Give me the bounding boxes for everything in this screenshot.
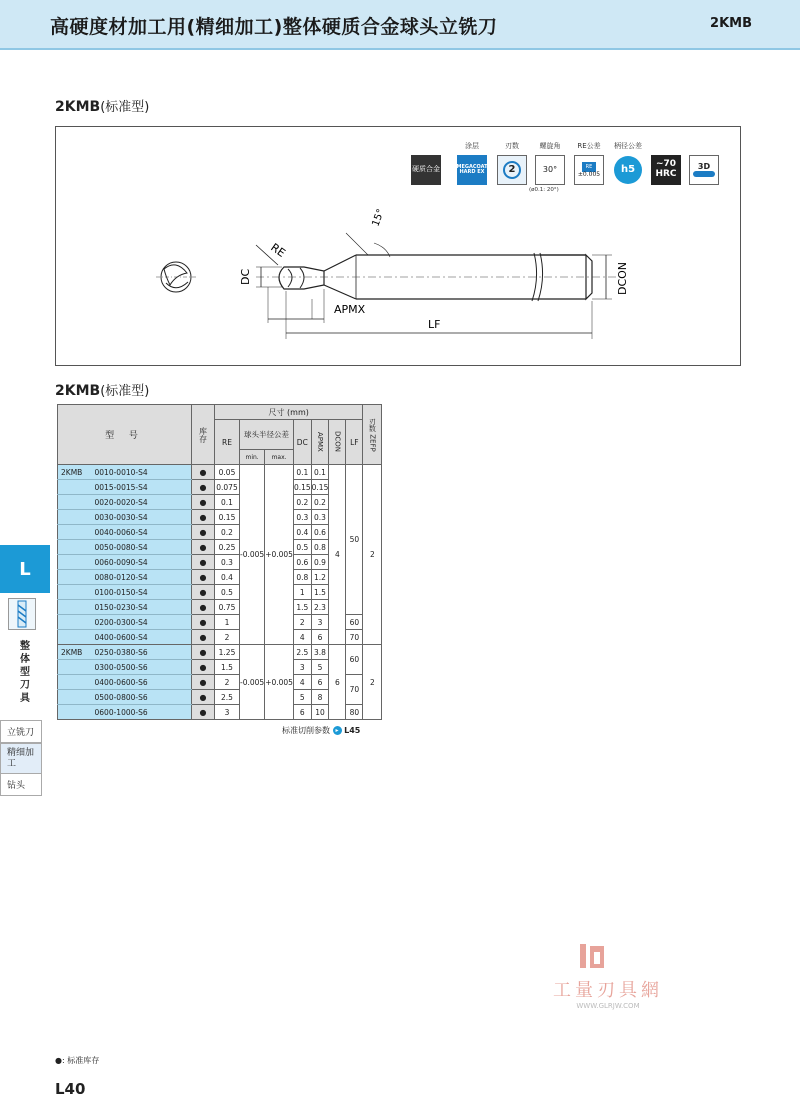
re-tol-icon: RE [582,162,596,172]
spec-table [57,404,382,720]
dc-cell: 2 [293,615,311,630]
watermark [538,940,678,1020]
flutes-value: 2 [503,161,521,179]
model-code: 0015-0015-S4 [92,480,192,495]
dc-cell: 0.15 [293,480,311,495]
angle-label: 15° [370,207,387,229]
stock-mark: ● [192,615,215,630]
col-re: RE [215,420,240,465]
re-cell: 0.3 [215,555,240,570]
re-tol-value: ±0.005 [577,170,601,178]
apmx-cell: 6 [311,630,329,645]
dc-cell: 6 [293,705,311,720]
apmx-cell: 1.5 [311,585,329,600]
dc-cell: 5 [293,690,311,705]
dc-cell: 0.5 [293,540,311,555]
lf-cell: 60 [346,645,363,675]
lf-cell: 70 [346,630,363,645]
section-title-drawing [55,96,149,115]
model-code: 0100-0150-S4 [92,585,192,600]
page-title: 高硬度材加工用(精细加工)整体硬质合金球头立铣刀 [50,16,498,38]
stock-mark: ● [192,645,215,660]
section-code: 2KMB [55,383,101,399]
col-ball-tol: 球头半径公差 [240,420,294,450]
col-dcon: DCON [329,420,346,465]
apmx-cell: 5 [311,660,329,675]
stock-mark: ● [192,510,215,525]
section-title-table [55,380,149,399]
dc-cell: 0.3 [293,510,311,525]
stock-mark: ● [192,690,215,705]
col-min: min. [240,450,265,465]
apmx-cell: 10 [311,705,329,720]
end-view-icon [156,262,196,292]
lf-cell: 80 [346,705,363,720]
re-cell: 0.4 [215,570,240,585]
apmx-label: APMX [334,303,366,316]
dc-cell: 0.8 [293,570,311,585]
dc-cell: 0.1 [293,465,311,480]
model-code: 0050-0080-S4 [92,540,192,555]
col-lf: LF [346,420,363,465]
model-code: 0200-0300-S4 [92,615,192,630]
re-cell: 0.25 [215,540,240,555]
apmx-cell: 3 [311,615,329,630]
dc-cell: 2.5 [293,645,311,660]
stock-mark: ● [192,540,215,555]
apmx-cell: 0.9 [311,555,329,570]
col-apmx: APMX [311,420,329,465]
flutes-label: 刃数 [505,142,519,150]
re-cell: 2.5 [215,690,240,705]
tol-min-cell: -0.005 [240,645,265,720]
helix-label: 螺旋角 [539,142,561,150]
zefp-cell: 2 [363,645,382,720]
watermark-url: WWW.GLRJW.COM [576,1002,640,1010]
apmx-cell: 1.2 [311,570,329,585]
model-code: 0300-0500-S6 [92,660,192,675]
apmx-cell: 3.8 [311,645,329,660]
stock-mark: ● [192,660,215,675]
col-dc: DC [293,420,311,465]
table-row [58,645,382,660]
endmill-icon [8,598,36,630]
re-cell: 2 [215,675,240,690]
model-code: 0060-0090-S4 [92,555,192,570]
material-badge: 硬质合金 [411,155,441,185]
helix-note: (ø0.1: 20°) [529,187,559,193]
stock-mark: ● [192,480,215,495]
re-cell: 2 [215,630,240,645]
lf-cell: 60 [346,615,363,630]
model-code: 0010-0010-S4 [92,465,192,480]
shank-tol-label: 柄径公差 [614,142,642,150]
model-code: 0150-0230-S4 [92,600,192,615]
dc-label: DC [239,268,252,285]
stock-mark: ● [192,675,215,690]
table-row [58,465,382,480]
tol-max-cell: +0.005 [265,465,294,645]
re-cell: 0.1 [215,495,240,510]
dc-cell: 3 [293,660,311,675]
apmx-cell: 0.6 [311,525,329,540]
model-code: 0400-0600-S4 [92,630,192,645]
side-tab-drill[interactable]: 钻头 [0,773,42,796]
model-code: 0600-1000-S6 [92,705,192,720]
stock-mark: ● [192,495,215,510]
apmx-cell: 2.3 [311,600,329,615]
model-code: 0080-0120-S4 [92,570,192,585]
dc-cell: 1.5 [293,600,311,615]
col-dims: 尺寸 (mm) [215,405,363,420]
cutting-params-ref[interactable] [282,725,360,736]
re-cell: 0.75 [215,600,240,615]
stock-mark: ● [192,630,215,645]
model-code: 0030-0030-S4 [92,510,192,525]
tool-body [256,253,616,301]
arrow-right-icon: ▸ [333,726,342,735]
model-code: 0400-0600-S6 [92,675,192,690]
stock-mark: ● [192,570,215,585]
spec-table-wrap [57,404,382,720]
helix-value: 30° [542,164,558,174]
apmx-cell: 8 [311,690,329,705]
header-bar [0,0,800,50]
stock-mark: ● [192,555,215,570]
page-number: L40 [55,1080,86,1098]
col-max: max. [265,450,294,465]
dc-cell: 0.6 [293,555,311,570]
dc-cell: 4 [293,630,311,645]
re-cell: 3 [215,705,240,720]
stock-mark: ● [192,705,215,720]
dcon-cell: 4 [329,465,346,645]
apmx-cell: 0.3 [311,510,329,525]
stock-mark: ● [192,525,215,540]
side-tab-endmill[interactable]: 立铣刀 [0,720,42,743]
col-zefp: 刃数 ZEFP [363,405,382,465]
apmx-cell: 0.8 [311,540,329,555]
apmx-cell: 0.1 [311,465,329,480]
model-code: 0020-0020-S4 [92,495,192,510]
stock-mark: ● [192,465,215,480]
re-cell: 0.2 [215,525,240,540]
model-code: 0250-0380-S6 [92,645,192,660]
dcon-label: DCON [616,261,629,295]
dc-cell: 0.2 [293,495,311,510]
apmx-cell: 6 [311,675,329,690]
re-cell: 0.15 [215,510,240,525]
watermark-logo-icon [578,942,608,972]
tol-min-cell: -0.005 [240,465,265,645]
re-cell: 1.25 [215,645,240,660]
series-cell: 2KMB [58,645,92,660]
re-cell: 0.075 [215,480,240,495]
section-code: 2KMB [55,99,101,115]
dc-cell: 4 [293,675,311,690]
col-stock: 库存 [192,405,215,465]
apmx-cell: 0.15 [311,480,329,495]
footnote: ●: 标准库存 [55,1056,100,1065]
ref-text: 标准切削参数 [282,726,330,735]
side-tab-finishing[interactable]: 精细加工 [0,743,42,775]
stock-mark: ● [192,600,215,615]
model-code: 0040-0060-S4 [92,525,192,540]
watermark-text: 工量刃具網 [553,980,663,1001]
series-cell: 2KMB [58,465,92,480]
coating-badge: MEGACOAT HARD EX [457,155,487,185]
dc-cell: 0.4 [293,525,311,540]
re-cell: 0.5 [215,585,240,600]
section-subtitle: (标准型) [100,384,150,399]
re-cell: 0.05 [215,465,240,480]
shank-tol-value: h5 [614,156,642,184]
lf-label: LF [428,318,441,331]
side-vertical-label: 整体型刀具 [20,641,30,704]
apmx-cell: 0.2 [311,495,329,510]
3d-value: 3D [697,161,711,171]
re-cell: 1 [215,615,240,630]
drawing-panel [55,126,741,366]
tol-max-cell: +0.005 [265,645,294,720]
side-tab-letter[interactable]: L [0,545,50,593]
ref-page: L45 [344,726,361,735]
lf-cell: 50 [346,465,363,615]
tool-drawing [56,127,742,367]
stock-mark: ● [192,585,215,600]
header-code: 2KMB [710,16,752,31]
dcon-cell: 6 [329,645,346,720]
endmill-graphic [9,599,35,629]
model-code: 0500-0800-S6 [92,690,192,705]
re-label: RE [268,240,288,260]
re-tol-label: RE公差 [577,142,601,150]
col-model: 型 号 [58,405,192,465]
dc-cell: 1 [293,585,311,600]
hardness-badge: ~70 HRC [651,155,681,185]
section-subtitle: (标准型) [100,100,150,115]
zefp-cell: 2 [363,465,382,645]
re-cell: 1.5 [215,660,240,675]
lf-cell: 70 [346,675,363,705]
coating-label: 涂层 [465,142,479,150]
